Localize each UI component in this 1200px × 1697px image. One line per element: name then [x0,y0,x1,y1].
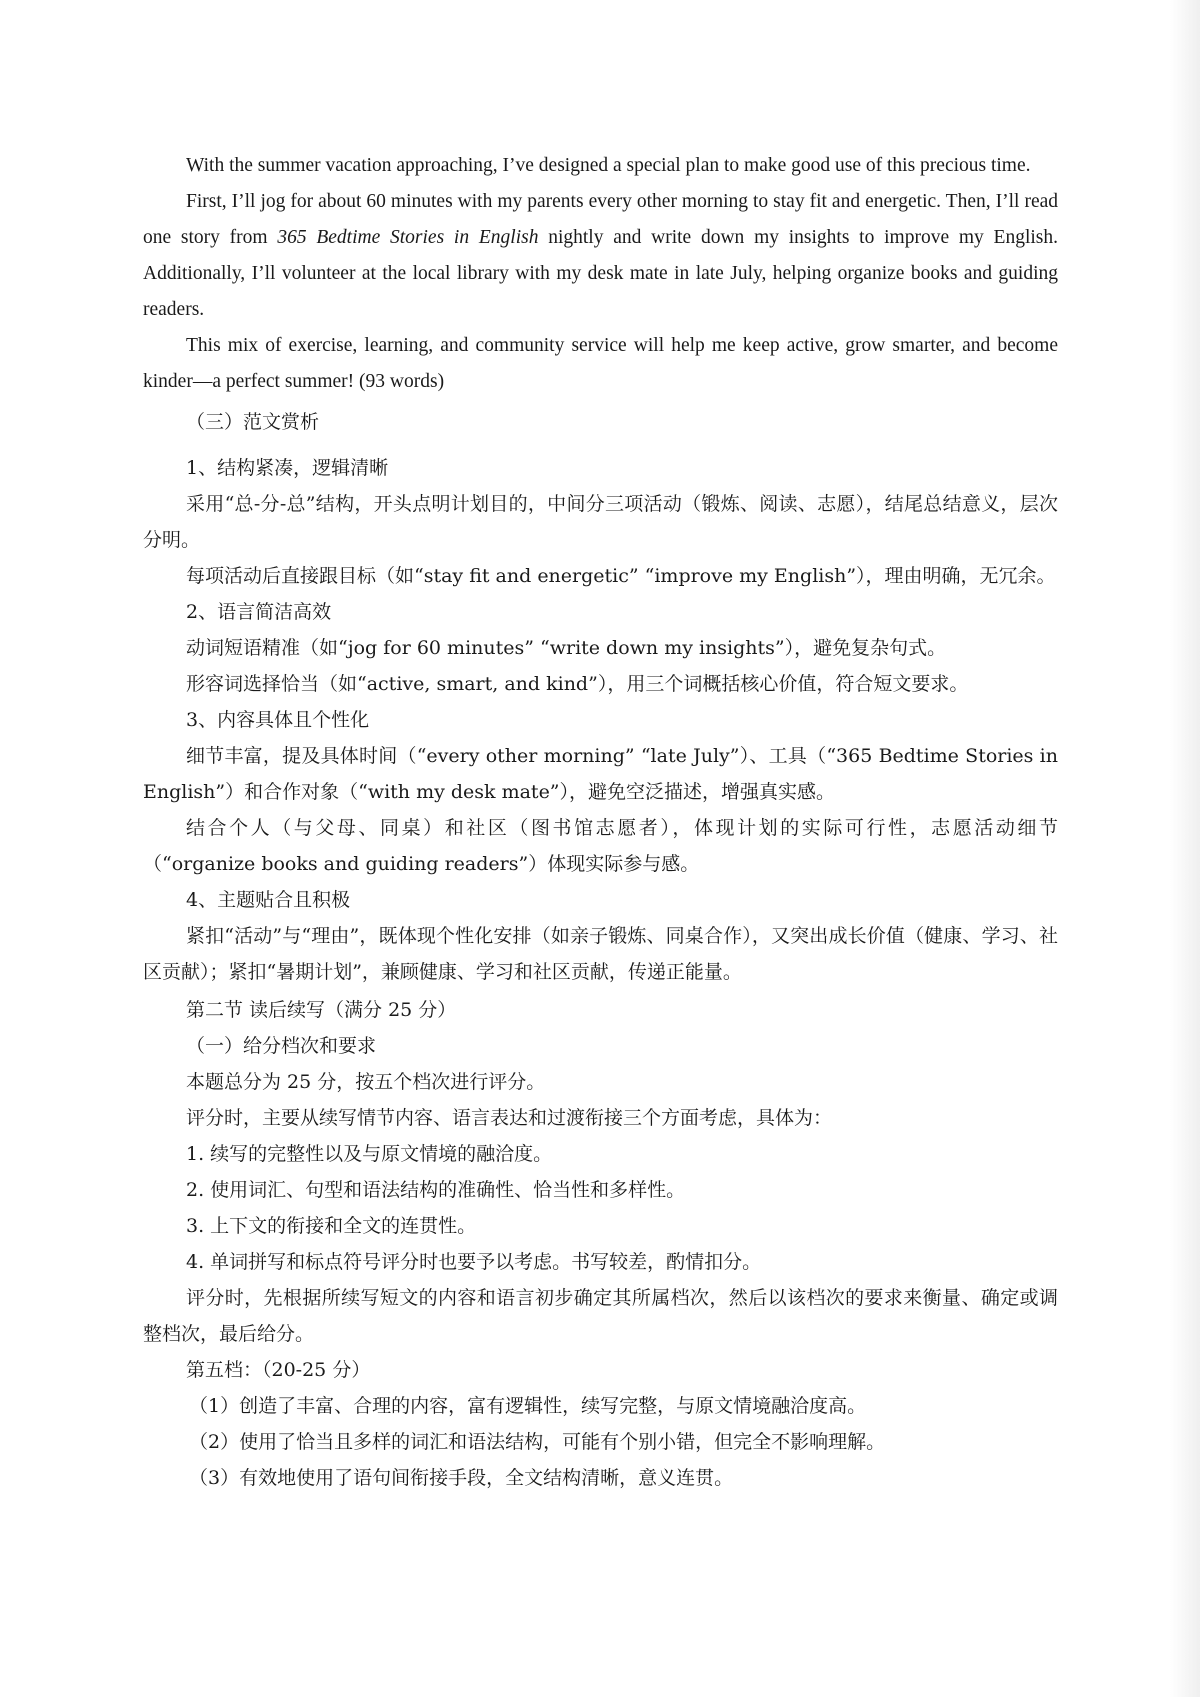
level-5-item: （3）有效地使用了语句间衔接手段，全文结构清晰，意义连贯。 [189,1467,734,1489]
analysis-point-title: 3、内容具体且个性化 [186,709,370,731]
criteria-item: 3. 上下文的衔接和全文的连贯性。 [186,1215,477,1237]
level-5-item: （2）使用了恰当且多样的词汇和语法结构，可能有个别小错，但完全不影响理解。 [189,1431,886,1453]
essay-paragraph-2-part-a: First, I’ll jog for about 60 minutes with my parents every other morning to stay fit and energetic. Then, I’ll read one story from [143,191,1058,248]
essay-paragraph-1: With the summer vacation approaching, I’ve designed a special plan to make good use of this precious time. [186,155,1031,176]
criteria-item: 4. 单词拼写和标点符号评分时也要予以考虑。书写较差，酌情扣分。 [186,1251,762,1273]
analysis-point-line: 紧扣“活动”与“理由”，既体现个性化安排（如亲子锻炼、同桌合作），又突出成长价值（健康、学习、社区贡献）；紧扣“暑期计划”，兼顾健康、学习和社区贡献，传递正能量。 [143,925,1058,983]
analysis-point-line: 结合个人（与父母、同桌）和社区（图书馆志愿者），体现计划的实际可行性，志愿活动细节（“organize books and guiding readers”）体现实际参与感。 [143,817,1058,875]
page-edge-shadow [1170,0,1200,1697]
essay-paragraph-2 [143,184,1058,328]
document-content [143,148,1058,1496]
scoring-method: 评分时，先根据所续写短文的内容和语言初步确定其所属档次，然后以该档次的要求来衡量、确定或调整档次，最后给分。 [143,1287,1058,1345]
criteria-item: 1. 续写的完整性以及与原文情境的融洽度。 [186,1143,553,1165]
criteria-item: 2. 使用词汇、句型和语法结构的准确性、恰当性和多样性。 [186,1179,686,1201]
analysis-point-title: 4、主题贴合且积极 [186,889,351,911]
analysis-point-line: 动词短语精准（如“jog for 60 minutes” “write down my insights”），避免复杂句式。 [186,637,947,659]
section-sub-heading: （一）给分档次和要求 [186,1035,377,1057]
book-title: 365 Bedtime Stories in English [277,227,539,248]
analysis-point-line: 形容词选择恰当（如“active, smart, and kind”），用三个词概括核心价值，符合短文要求。 [186,673,969,695]
analysis-point-line: 采用“总-分-总”结构，开头点明计划目的，中间分三项活动（锻炼、阅读、志愿），结尾总结意义，层次分明。 [143,493,1058,551]
section-intro-2: 评分时，主要从续写情节内容、语言表达和过渡衔接三个方面考虑，具体为： [186,1107,833,1129]
analysis-heading: （三）范文赏析 [186,411,320,433]
analysis-point-line: 细节丰富，提及具体时间（“every other morning” “late July”）、工具（“365 Bedtime Stories in English”）和合作对象（“with my desk mate”），避免空泛描述，增强真实感。 [143,745,1058,803]
section-title: 第二节 读后续写（满分 25 分） [186,999,457,1021]
essay-paragraph-3: This mix of exercise, learning, and community service will help me keep active, grow smarter, and become kinder—a perfect summer! (93 words) [143,335,1058,392]
analysis-point-title: 1、结构紧凑，逻辑清晰 [186,457,389,479]
analysis-point-title: 2、语言简洁高效 [186,601,332,623]
analysis-point-line: 每项活动后直接跟目标（如“stay fit and energetic” “improve my English”），理由明确，无冗余。 [186,565,1056,587]
level-5-item: （1）创造了丰富、合理的内容，富有逻辑性，续写完整，与原文情境融洽度高。 [189,1395,867,1417]
level-5-title: 第五档：（20-25 分） [186,1359,371,1381]
essay-paragraph-2-part-b: nightly and write down my insights to improve my English. Additionally, I’ll volunteer at the local library with my desk mate in late July, helping organize books and guiding readers. [143,227,1058,320]
section-intro-1: 本题总分为 25 分，按五个档次进行评分。 [186,1071,546,1093]
